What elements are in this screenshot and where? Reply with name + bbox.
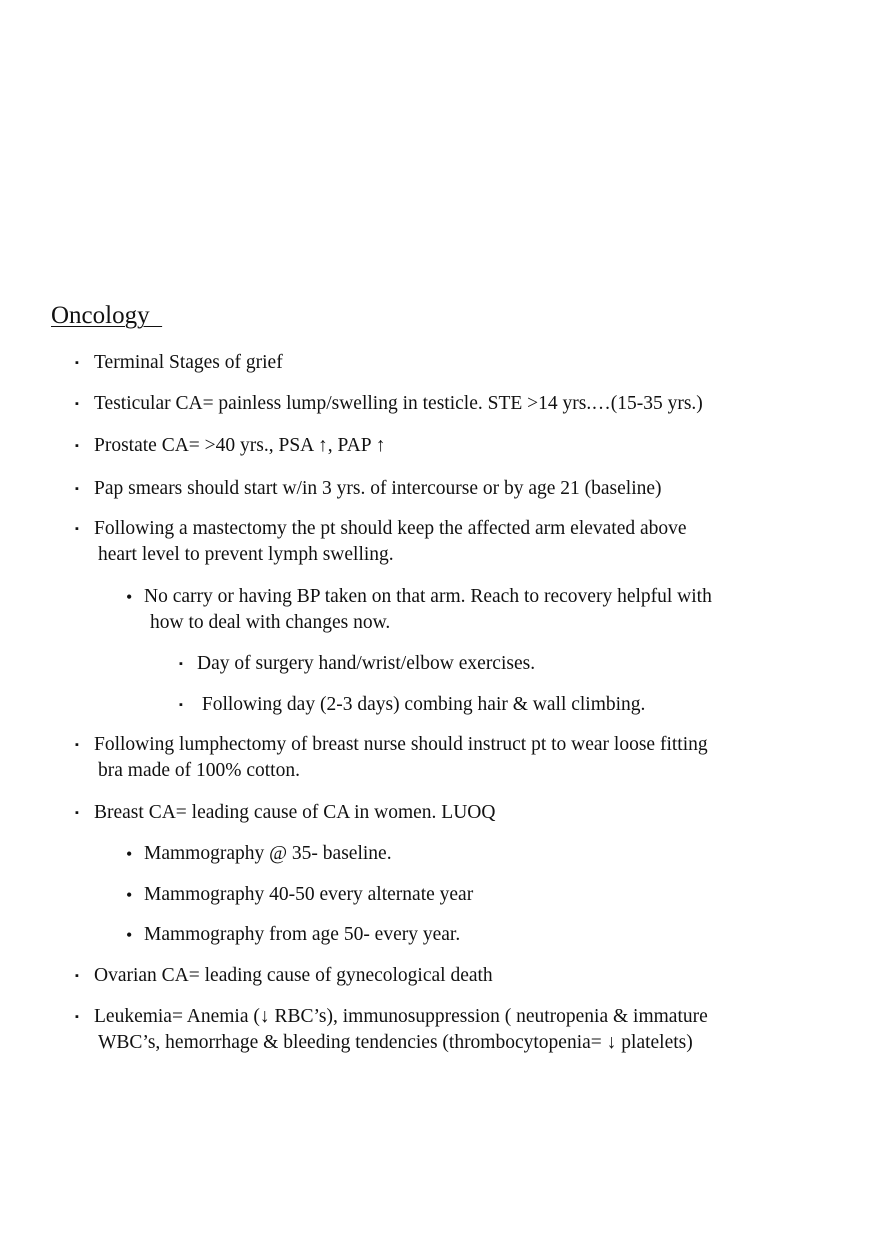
- list-item: [126, 922, 461, 948]
- square-bullet-icon: ▪: [75, 1011, 79, 1023]
- square-bullet-icon: ▪: [75, 398, 79, 410]
- square-bullet-icon: ▪: [75, 970, 79, 982]
- square-bullet-icon: ▪: [75, 739, 79, 751]
- list-item-text: Prostate CA= >40 yrs., PSA ↑, PAP ↑: [94, 435, 386, 456]
- list-item-text: Leukemia= Anemia (↓ RBC’s), immunosuppression ( neutropenia & immature: [94, 1006, 708, 1027]
- list-item: [75, 391, 703, 417]
- square-bullet-icon: ▪: [179, 699, 183, 711]
- list-item: [75, 732, 708, 784]
- square-bullet-icon: ▪: [75, 807, 79, 819]
- dot-bullet-icon: •: [126, 925, 133, 945]
- dot-bullet-icon: •: [126, 844, 133, 864]
- list-item-text: Following day (2-3 days) combing hair & wall climbing.: [197, 694, 646, 715]
- dot-bullet-icon: •: [126, 587, 133, 607]
- list-item: [75, 800, 496, 826]
- list-item-text: Breast CA= leading cause of CA in women. LUOQ: [94, 802, 496, 823]
- list-item: [75, 433, 386, 459]
- list-item-text: Mammography from age 50- every year.: [144, 924, 461, 945]
- list-item-continuation: how to deal with changes now.: [150, 612, 391, 633]
- list-item: [75, 476, 662, 502]
- dot-bullet-icon: •: [126, 885, 133, 905]
- list-item: [126, 841, 392, 867]
- list-item-text: Testicular CA= painless lump/swelling in testicle. STE >14 yrs.…(15-35 yrs.): [94, 393, 703, 414]
- square-bullet-icon: ▪: [75, 440, 79, 452]
- list-item-continuation: bra made of 100% cotton.: [98, 760, 300, 781]
- list-item-text: Mammography @ 35- baseline.: [144, 843, 392, 864]
- square-bullet-icon: ▪: [75, 357, 79, 369]
- list-item: [179, 651, 536, 677]
- list-item-text: Pap smears should start w/in 3 yrs. of intercourse or by age 21 (baseline): [94, 478, 662, 499]
- list-item-text: Following lumphectomy of breast nurse should instruct pt to wear loose fitting: [94, 734, 708, 755]
- list-item: [179, 692, 646, 718]
- list-item: [126, 584, 712, 636]
- square-bullet-icon: ▪: [179, 658, 183, 670]
- list-item-continuation: heart level to prevent lymph swelling.: [98, 544, 394, 565]
- square-bullet-icon: ▪: [75, 483, 79, 495]
- page-title: Oncology: [51, 302, 163, 329]
- square-bullet-icon: ▪: [75, 523, 79, 535]
- list-item-text: Following a mastectomy the pt should keep the affected arm elevated above: [94, 518, 687, 539]
- list-item-text: Day of surgery hand/wrist/elbow exercises.: [197, 653, 536, 674]
- list-item: [75, 350, 283, 376]
- list-item-text: No carry or having BP taken on that arm. Reach to recovery helpful with: [144, 586, 712, 607]
- list-item-text: Mammography 40-50 every alternate year: [144, 884, 474, 905]
- list-item-text: Terminal Stages of grief: [94, 352, 283, 373]
- list-item: [75, 516, 687, 568]
- list-item: [126, 882, 474, 908]
- list-item-continuation: WBC’s, hemorrhage & bleeding tendencies (thrombocytopenia= ↓ platelets): [98, 1032, 693, 1053]
- list-item: [75, 1004, 708, 1056]
- list-item: [75, 963, 493, 989]
- list-item-text: Ovarian CA= leading cause of gynecological death: [94, 965, 493, 986]
